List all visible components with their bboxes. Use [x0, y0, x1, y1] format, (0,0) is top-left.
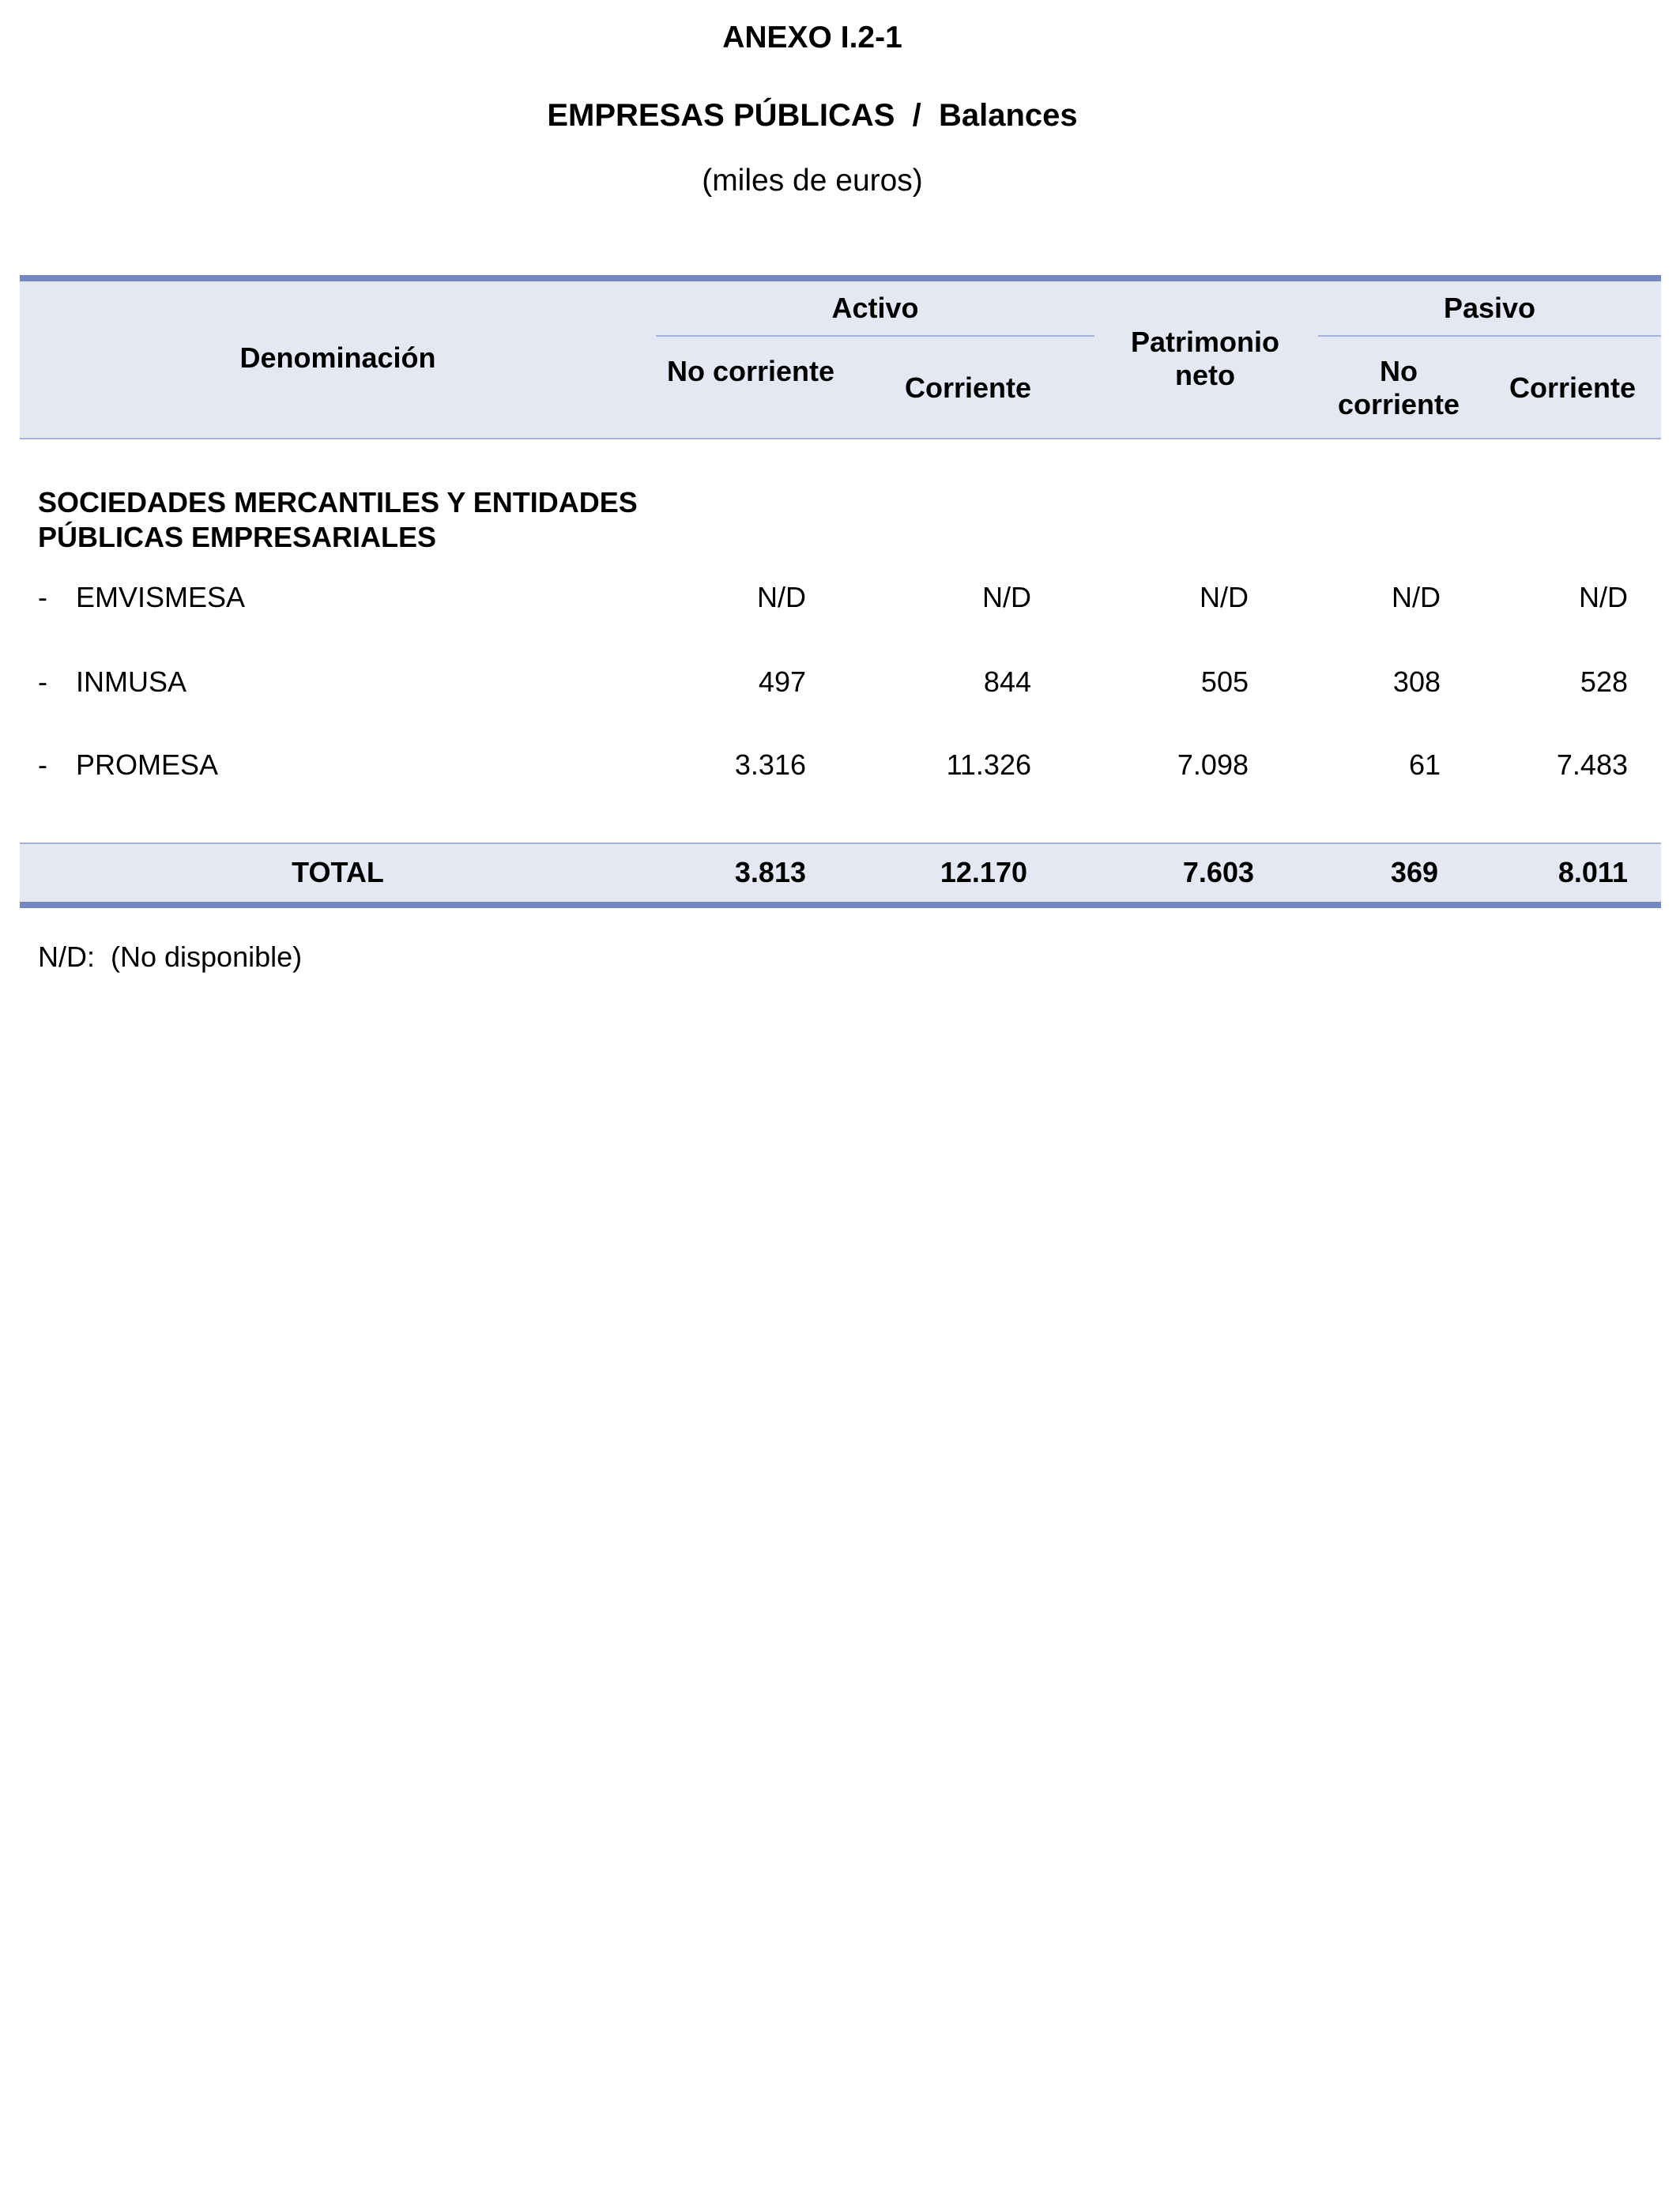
col-header-activo-no-corriente: No corriente	[666, 355, 835, 387]
row-name: INMUSA	[76, 665, 187, 698]
units-subtitle: (miles de euros)	[702, 164, 923, 198]
table-row-label	[38, 748, 218, 782]
table-row-label	[38, 665, 186, 699]
table-cell: N/D	[757, 581, 806, 613]
activo-underline	[656, 335, 1094, 337]
footnote: N/D: (No disponible)	[38, 941, 303, 973]
col-header-pasivo-no-corriente: No corriente	[1337, 355, 1460, 420]
table-cell: N/D	[1579, 581, 1628, 613]
row-dash: -	[38, 581, 47, 613]
col-header-activo: Activo	[831, 292, 919, 324]
table-cell: 528	[1580, 665, 1628, 698]
row-dash: -	[38, 665, 47, 698]
pasivo-underline	[1318, 335, 1661, 337]
table-cell: 497	[758, 665, 806, 698]
header-bottom-rule	[20, 438, 1661, 439]
table-bottom-rule	[20, 902, 1661, 908]
table-cell: 3.316	[734, 748, 806, 781]
total-label: TOTAL	[292, 856, 384, 888]
table-top-rule	[20, 275, 1661, 281]
section-label: SOCIEDADES MERCANTILES Y ENTIDADES PÚBLICAS EMPRESARIALES	[38, 486, 638, 553]
total-cell: 369	[1390, 856, 1438, 888]
total-cell: 8.011	[1558, 856, 1628, 888]
page-title: EMPRESAS PÚBLICAS / Balances	[547, 98, 1078, 133]
row-name: EMVISMESA	[76, 581, 246, 613]
table-cell: 61	[1408, 748, 1441, 781]
table-cell: N/D	[1200, 581, 1249, 613]
row-name: PROMESA	[76, 748, 219, 781]
total-cell: 12.170	[940, 856, 1027, 888]
annex-title: ANEXO I.2-1	[722, 21, 902, 55]
row-dash: -	[38, 748, 47, 781]
total-cell: 7.603	[1182, 856, 1254, 888]
table-cell: 844	[983, 665, 1031, 698]
table-cell: N/D	[1392, 581, 1441, 613]
col-header-pasivo-corriente: Corriente	[1509, 371, 1637, 404]
table-cell: 7.098	[1177, 748, 1249, 781]
col-header-activo-corriente: Corriente	[904, 371, 1032, 404]
col-header-pasivo: Pasivo	[1443, 292, 1536, 324]
table-cell: 11.326	[946, 748, 1031, 781]
col-header-denominacion: Denominación	[239, 341, 436, 374]
table-cell: 7.483	[1556, 748, 1628, 781]
total-cell: 3.813	[734, 856, 806, 888]
table-cell: 308	[1392, 665, 1441, 698]
table-cell: N/D	[982, 581, 1031, 613]
table-cell: 505	[1200, 665, 1249, 698]
table-row-label	[38, 581, 245, 614]
col-header-patrimonio-neto: Patrimonio neto	[1130, 326, 1279, 391]
